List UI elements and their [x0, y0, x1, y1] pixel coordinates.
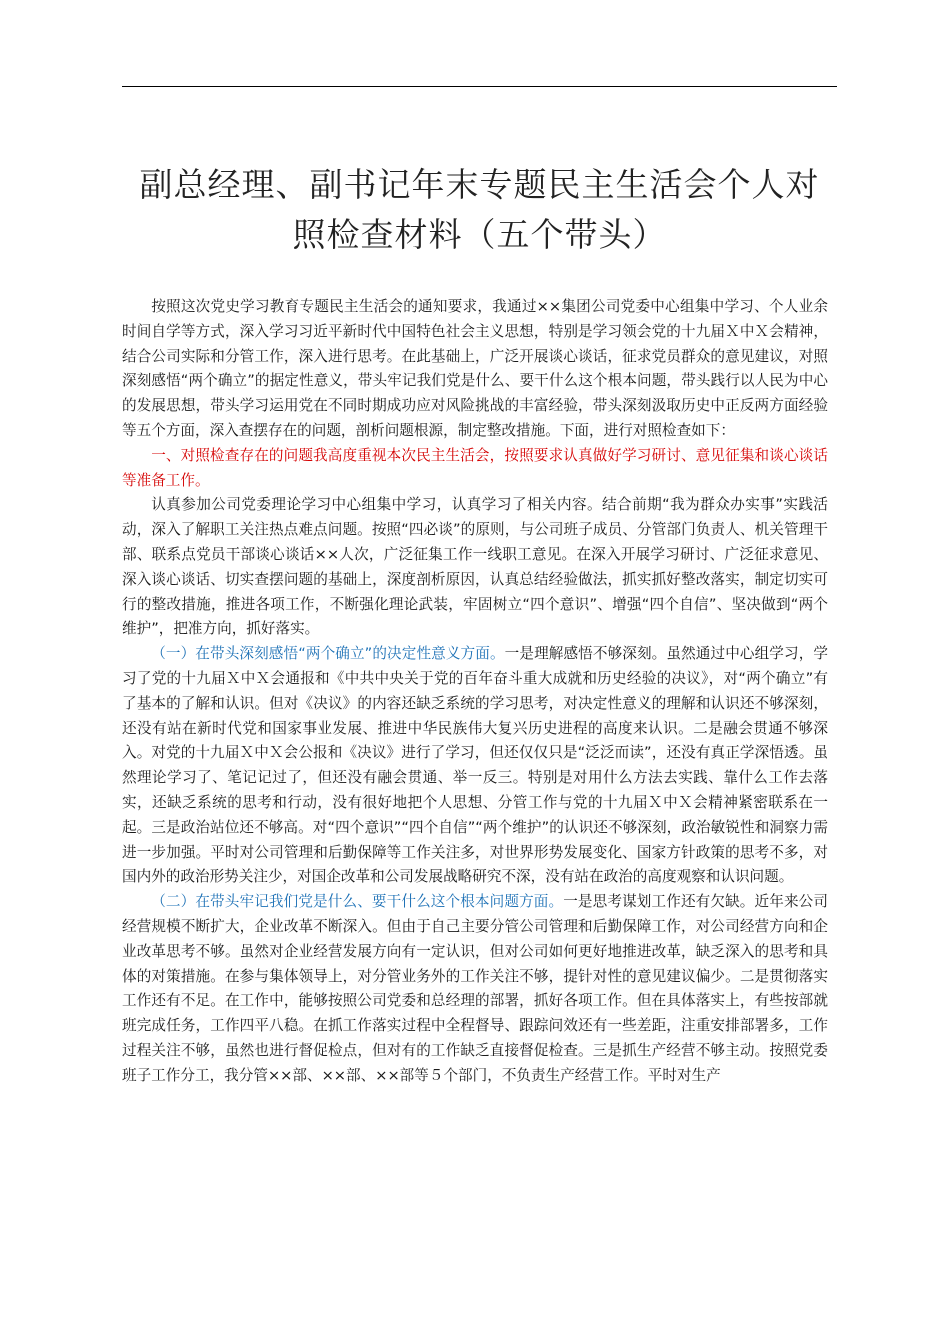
intro-paragraph: 按照这次党史学习教育专题民主生活会的通知要求，我通过××集团公司党委中心组集中学习、个人业余时间自学等方式，深入学习习近平新时代中国特色社会主义思想，特别是学习领会党的十九届Ｘ中Ｘ会精神，结合公司实际和分管工作，深入进行思考。在此基础上，广泛开展谈心谈话，征求党员群众的意见建议，对照深刻感悟“两个确立”的据定性意义，带头牢记我们党是什么、要干什么这个根本问题，带头践行以人民为中心的发展思想，带头学习运用党在不同时期成功应对风险挑战的丰富经验，带头深刻汲取历史中正反两方面经验等五个方面，深入查摆存在的问题，剖析问题根源，制定整改措施。下面，进行对照检查如下：	[122, 298, 828, 439]
document-title	[122, 160, 837, 260]
subsection-1-paragraph	[122, 642, 828, 890]
subsection-1-heading: （一）在带头深刻感悟“两个确立”的决定性意义方面。	[151, 645, 505, 663]
subsection-2-text: 一是思考谋划工作还有欠缺。近年来公司经营规模不断扩大，企业改革不断深入。但由于自己主要分管公司管理和后勤保障工作，对公司经营方向和企业改革思考不够。虽然对企业经营发展方向有一定认识，但对公司如何更好地推进改革，缺乏深入的思考和具体的对策措施。在参与集体领导上，对分管业务外的工作关注不够，提针对性的意见建议偏少。二是贯彻落实工作还有不足。在工作中，能够按照公司党委和总经理的部署，抓好各项工作。但在具体落实上，有些按部就班完成任务，工作四平八稳。在抓工作落实过程中全程督导、跟踪问效还有一些差距，注重安排部署多，工作过程关注不够，虽然也进行督促检点，但对有的工作缺乏直接督促检查。三是抓生产经营不够主动。按照党委班子工作分工，我分管××部、××部、××部等５个部门，不负责生产经营工作。平时对生产	[122, 893, 828, 1084]
subsection-1-text: 一是理解感悟不够深刻。虽然通过中心组学习，学习了党的十九届Ｘ中Ｘ会通报和《中共中央关于党的百年奋斗重大成就和历史经验的决议》，对“两个确立”有了基本的了解和认识。但对《决议》的内容还缺乏系统的学习思考，对决定性意义的理解和认识还不够深刻，还没有站在新时代党和国家事业发展、推进中华民族伟大复兴历史进程的高度来认识。二是融会贯通不够深入。对党的十九届Ｘ中Ｘ会公报和《决议》进行了学习，但还仅仅只是“泛泛而读”，还没有真正学深悟透。虽然理论学习了、笔记记过了，但还没有融会贯通、举一反三。特别是对用什么方法去实践、靠什么工作去落实，还缺乏系统的思考和行动，没有很好地把个人思想、分管工作与党的十九届Ｘ中Ｘ会精神紧密联系在一起。三是政治站位还不够高。对“四个意识”“四个自信”“两个维护”的认识还不够深刻，政治敏锐性和洞察力需进一步加强。平时对公司管理和后勤保障等工作关注多，对世界形势发展变化、国家方针政策的思考不多，对国内外的政治形势关注少，对国企改革和公司发展战略研究不深，没有站在政治的高度观察和认识问题。	[122, 645, 828, 886]
title-line-2: 照检查材料（五个带头）	[292, 215, 667, 254]
document-body	[122, 295, 828, 1089]
section-1-paragraph: 认真参加公司党委理论学习中心组集中学习，认真学习了相关内容。结合前期“我为群众办实事”实践活动，深入了解职工关注热点难点问题。按照“四必谈”的原则，与公司班子成员、分管部门负责人、机关管理干部、联系点党员干部谈心谈话××人次，广泛征集工作一线职工意见。在深入开展学习研讨、广泛征求意见、深入谈心谈话、切实查摆问题的基础上，深度剖析原因，认真总结经验做法，抓实抓好整改落实，制定切实可行的整改措施，推进各项工作，不断强化理论武装，牢固树立“四个意识”、增强“四个自信”、坚决做到“两个维护”，把准方向，抓好落实。	[122, 496, 828, 638]
header-rule	[122, 86, 837, 87]
subsection-2-heading: （二）在带头牢记我们党是什么、要干什么这个根本问题方面。	[151, 893, 564, 911]
subsection-2-paragraph	[122, 890, 828, 1088]
title-line-1: 副总经理、副书记年末专题民主生活会个人对	[139, 165, 820, 204]
section-1-heading: 一、对照检查存在的问题我高度重视本次民主生活会，按照要求认真做好学习研讨、意见征集和谈心谈话等准备工作。	[122, 446, 828, 489]
